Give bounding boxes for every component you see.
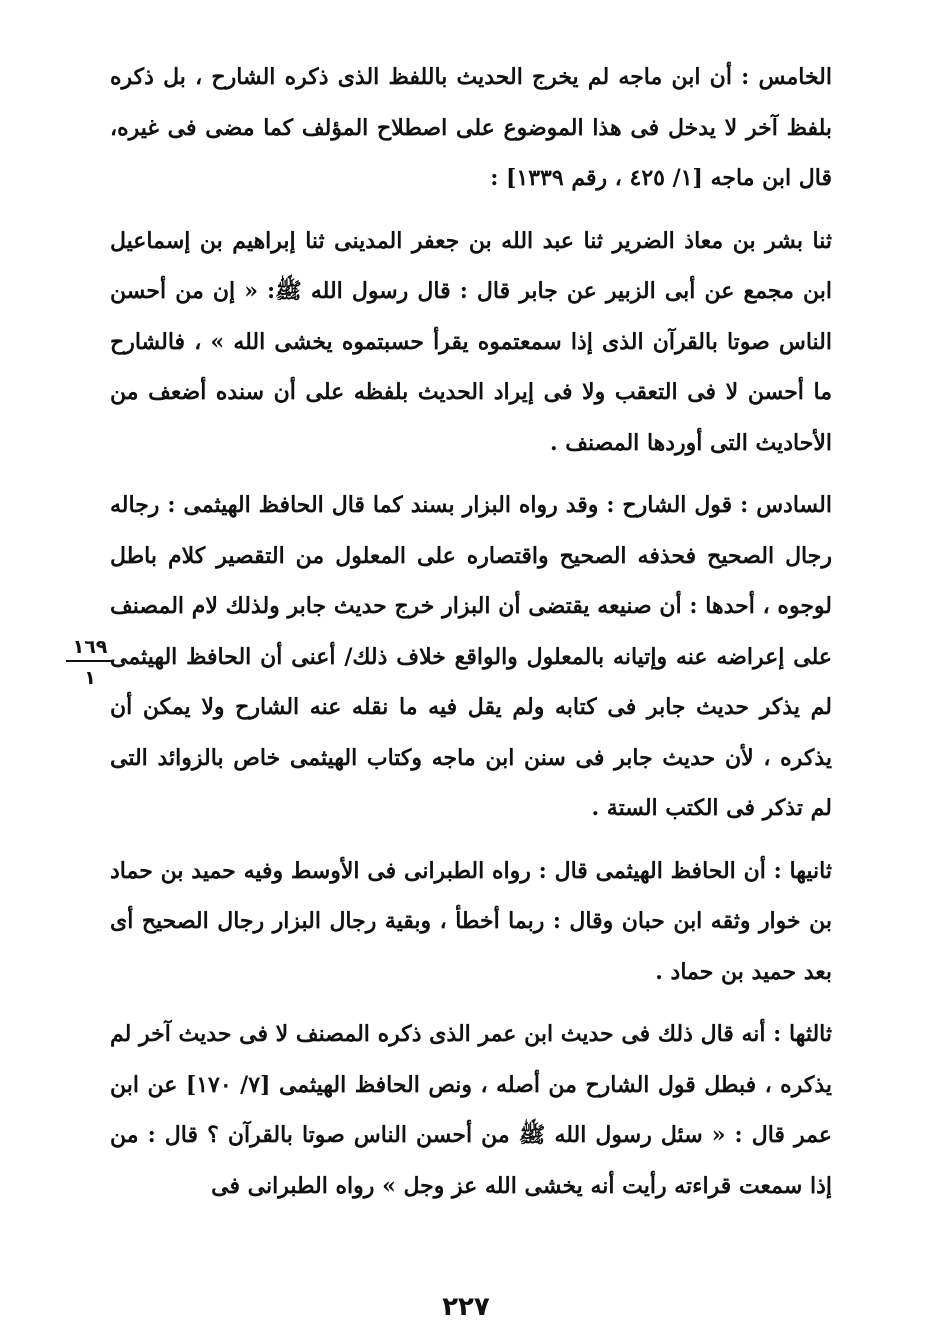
folio-number: ١٦٩: [66, 636, 114, 662]
manuscript-folio-reference: [66, 636, 114, 690]
folio-side: ١: [84, 667, 96, 689]
paragraph-fifth-point: الخامس : أن ابن ماجه لم يخرج الحديث باللفظ الذى ذكره الشارح ، بل ذكره بلفظ آخر لا يدخل فى هذا الموضوع على اصطلاح المؤلف كما مضى فى غيره، قال ابن ماجه [١/ ٤٢٥ ، رقم ١٣٣٩] :: [110, 64, 832, 191]
paragraph-sixth-point: السادس : قول الشارح : وقد رواه البزار بسند كما قال الحافظ الهيثمى : رجاله رجال الصحيح فحذفه الصحيح واقتصاره على المعلول من التقصير كلام باطل لوجوه ، أحدها : أن صنيعه يقتضى أن البزار خرج حديث جابر ولذلك لام المصنف على إعراضه عنه وإتيانه بالمعلول والواقع خلاف ذلك/ أعنى أن الحافظ الهيثمى لم يذكر حديث جابر فى كتابه ولم يقل فيه ما نقله عنه الشارح ولا يمكن أن يذكره ، لأن حديث جابر فى سنن ابن ماجه وكتاب الهيثمى خاص بالزوائد التى لم تذكر فى الكتب الستة .: [110, 492, 832, 821]
paragraph-third-reason: ثالثها : أنه قال ذلك فى حديث ابن عمر الذى ذكره المصنف لا فى حديث آخر لم يذكره ، فبطل قول الشارح من أصله ، ونص الحافظ الهيثمى [٧/ ١٧٠] عن ابن عمر قال : « سئل رسول الله ﷺ من أحسن الناس صوتا بالقرآن ؟ قال : من إذا سمعت قراءته رأيت أنه يخشى الله عز وجل » رواه الطبرانى فى: [110, 1021, 832, 1199]
paragraph-second-reason: ثانيها : أن الحافظ الهيثمى قال : رواه الطبرانى فى الأوسط وفيه حميد بن حماد بن خوار وثقه ابن حبان وقال : ربما أخطأ ، وبقية رجال البزار رجال الصحيح أى بعد حميد بن حماد .: [110, 857, 832, 985]
main-text-block: [110, 52, 832, 1211]
paragraph-hadith-chain: ثنا بشر بن معاذ الضرير ثنا عبد الله بن جعفر المدينى ثنا إبراهيم بن إسماعيل ابن مجمع عن أبى الزبير عن جابر قال : قال رسول الله ﷺ: « إن من أحسن الناس صوتا بالقرآن الذى إذا سمعتموه يقرأ حسبتموه يخشى الله » ، فالشارح ما أحسن لا فى التعقب ولا فى إيراد الحديث بلفظه على أن سنده أضعف من الأحاديث التى أوردها المصنف .: [110, 227, 832, 456]
page-number: ٢٢٧: [442, 1292, 490, 1322]
